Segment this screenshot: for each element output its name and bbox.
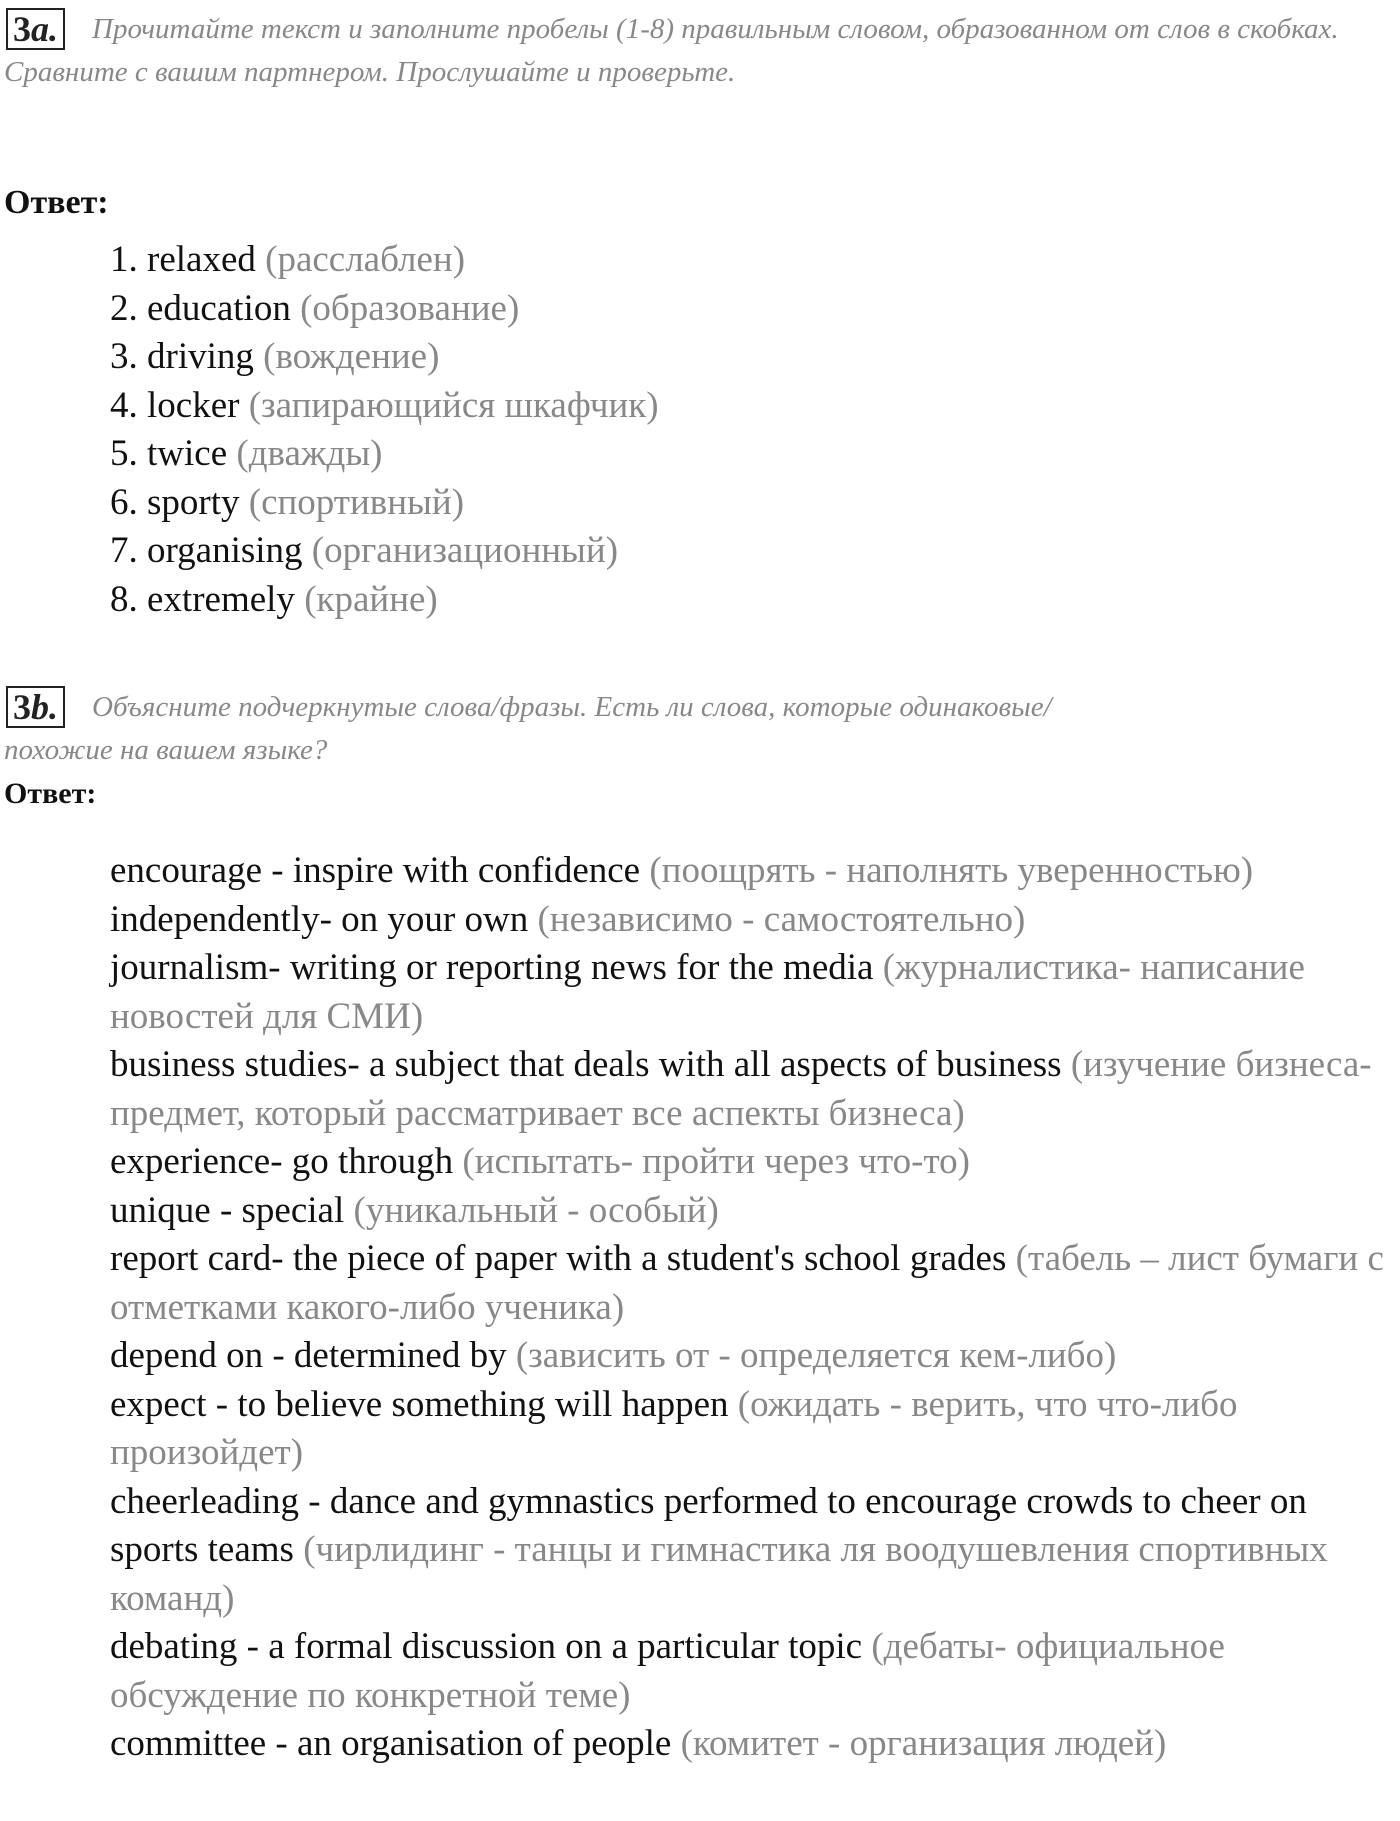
definition-russian: (поощрять - наполнять уверенностью): [649, 850, 1254, 891]
answer-number: 8.: [110, 578, 138, 620]
definition-russian: (ожидать - верить, что что-либо произойдет): [110, 1383, 1238, 1473]
definition-item: [110, 944, 1400, 1041]
answer-word: organising: [147, 530, 303, 571]
definition-english: debating - a formal discussion on a particular topic: [110, 1626, 863, 1667]
exercise-3b-definitions: [110, 847, 1400, 1769]
answer-item: [110, 333, 659, 382]
badge-number: 3: [13, 9, 31, 49]
answer-word: extremely: [147, 578, 295, 620]
definition-item: [110, 847, 1400, 896]
definition-english: cheerleading - dance and gymnastics performed to encourage crowds to cheer on sports teams: [110, 1480, 1307, 1570]
answer-word: locker: [147, 384, 240, 426]
definition-english: depend on - determined by: [110, 1335, 507, 1376]
answer-word: education: [147, 287, 291, 329]
definition-english: report card- the piece of paper with a student's school grades: [110, 1238, 1007, 1279]
definition-english: committee - an organisation of people: [110, 1723, 672, 1764]
answer-number: 1.: [110, 239, 138, 280]
definition-english: independently- on your own: [110, 898, 529, 940]
definition-item: [110, 1332, 1400, 1381]
definition-russian: (изучение бизнеса- предмет, который рассматривает все аспекты бизнеса): [110, 1044, 1372, 1134]
answer-item: [110, 479, 659, 528]
answer-translation: (дважды): [236, 433, 383, 474]
definition-russian: (дебаты- официальное обсуждение по конкретной теме): [110, 1626, 1225, 1716]
exercise-3b-answer-label: Ответ:: [4, 777, 97, 810]
definition-english: expect - to believe something will happen: [110, 1383, 729, 1425]
answer-number: 6.: [110, 481, 138, 523]
exercise-3a-instruction: Прочитайте текст и заполните пробелы (1-8) правильным словом, образованном от слов в скобках. Сравните с вашим партнером. Прослушайте и проверьте.: [4, 13, 1339, 88]
definition-russian: (чирлидинг - танцы и гимнастика ля воодушевления спортивных команд): [110, 1529, 1328, 1619]
answer-number: 4.: [110, 384, 138, 426]
answer-word: driving: [147, 336, 254, 377]
definition-item: [110, 1623, 1400, 1720]
answer-item: [110, 236, 659, 285]
answer-number: 5.: [110, 433, 138, 474]
answer-number: 7.: [110, 530, 138, 571]
definition-item: [110, 1041, 1400, 1138]
definition-russian: (комитет - организация людей): [680, 1723, 1167, 1764]
definition-english: unique - special: [110, 1189, 345, 1231]
definition-item: [110, 1138, 1400, 1187]
answer-word: twice: [147, 433, 228, 474]
definition-english: experience- go through: [110, 1141, 454, 1182]
definition-russian: (зависить от - определяется кем-либо): [515, 1335, 1117, 1376]
answer-translation: (спортивный): [248, 481, 465, 523]
answer-translation: (организационный): [311, 530, 619, 571]
exercise-3a-answer-label: Ответ:: [4, 184, 109, 221]
badge-number: 3: [13, 687, 31, 727]
definition-russian: (независимо - самостоятельно): [537, 898, 1026, 940]
answer-translation: (расслаблен): [265, 239, 466, 280]
answer-number: 2.: [110, 287, 138, 329]
answer-word: relaxed: [147, 239, 256, 280]
definition-russian: (табель – лист бумаги с отметками какого-либо ученика): [110, 1238, 1384, 1328]
answer-item: [110, 527, 659, 576]
answer-number: 3.: [110, 336, 138, 377]
definition-english: business studies- a subject that deals with all aspects of business: [110, 1044, 1062, 1085]
definition-english: journalism- writing or reporting news for the media: [110, 947, 874, 988]
answer-item: [110, 382, 659, 431]
definition-russian: (испытать- пройти через что-то): [462, 1141, 971, 1182]
answer-item: [110, 285, 659, 334]
definition-english: encourage - inspire with confidence: [110, 850, 641, 891]
answer-translation: (образование): [300, 287, 520, 329]
definition-russian: (журналистика- написание новостей для СМИ): [110, 947, 1305, 1037]
badge-letter: b.: [31, 687, 58, 727]
exercise-3a-answer-list: [110, 236, 659, 624]
answer-translation: (вождение): [263, 336, 440, 377]
exercise-3b-instruction: Объясните подчеркнутые слова/фразы. Есть ли слова, которые одинаковые/похожие на вашем языке?: [4, 691, 1052, 766]
definition-item: [110, 1478, 1400, 1624]
definition-russian: (уникальный - особый): [353, 1189, 719, 1231]
answer-translation: (запирающийся шкафчик): [248, 384, 659, 426]
answer-word: sporty: [147, 481, 240, 523]
definition-item: [110, 1235, 1400, 1332]
definition-item: [110, 896, 1400, 945]
answer-translation: (крайне): [304, 578, 438, 620]
definition-item: [110, 1720, 1400, 1769]
definition-item: [110, 1381, 1400, 1478]
badge-letter: a.: [31, 9, 58, 49]
definition-item: [110, 1187, 1400, 1236]
answer-item: [110, 430, 659, 479]
answer-item: [110, 576, 659, 625]
